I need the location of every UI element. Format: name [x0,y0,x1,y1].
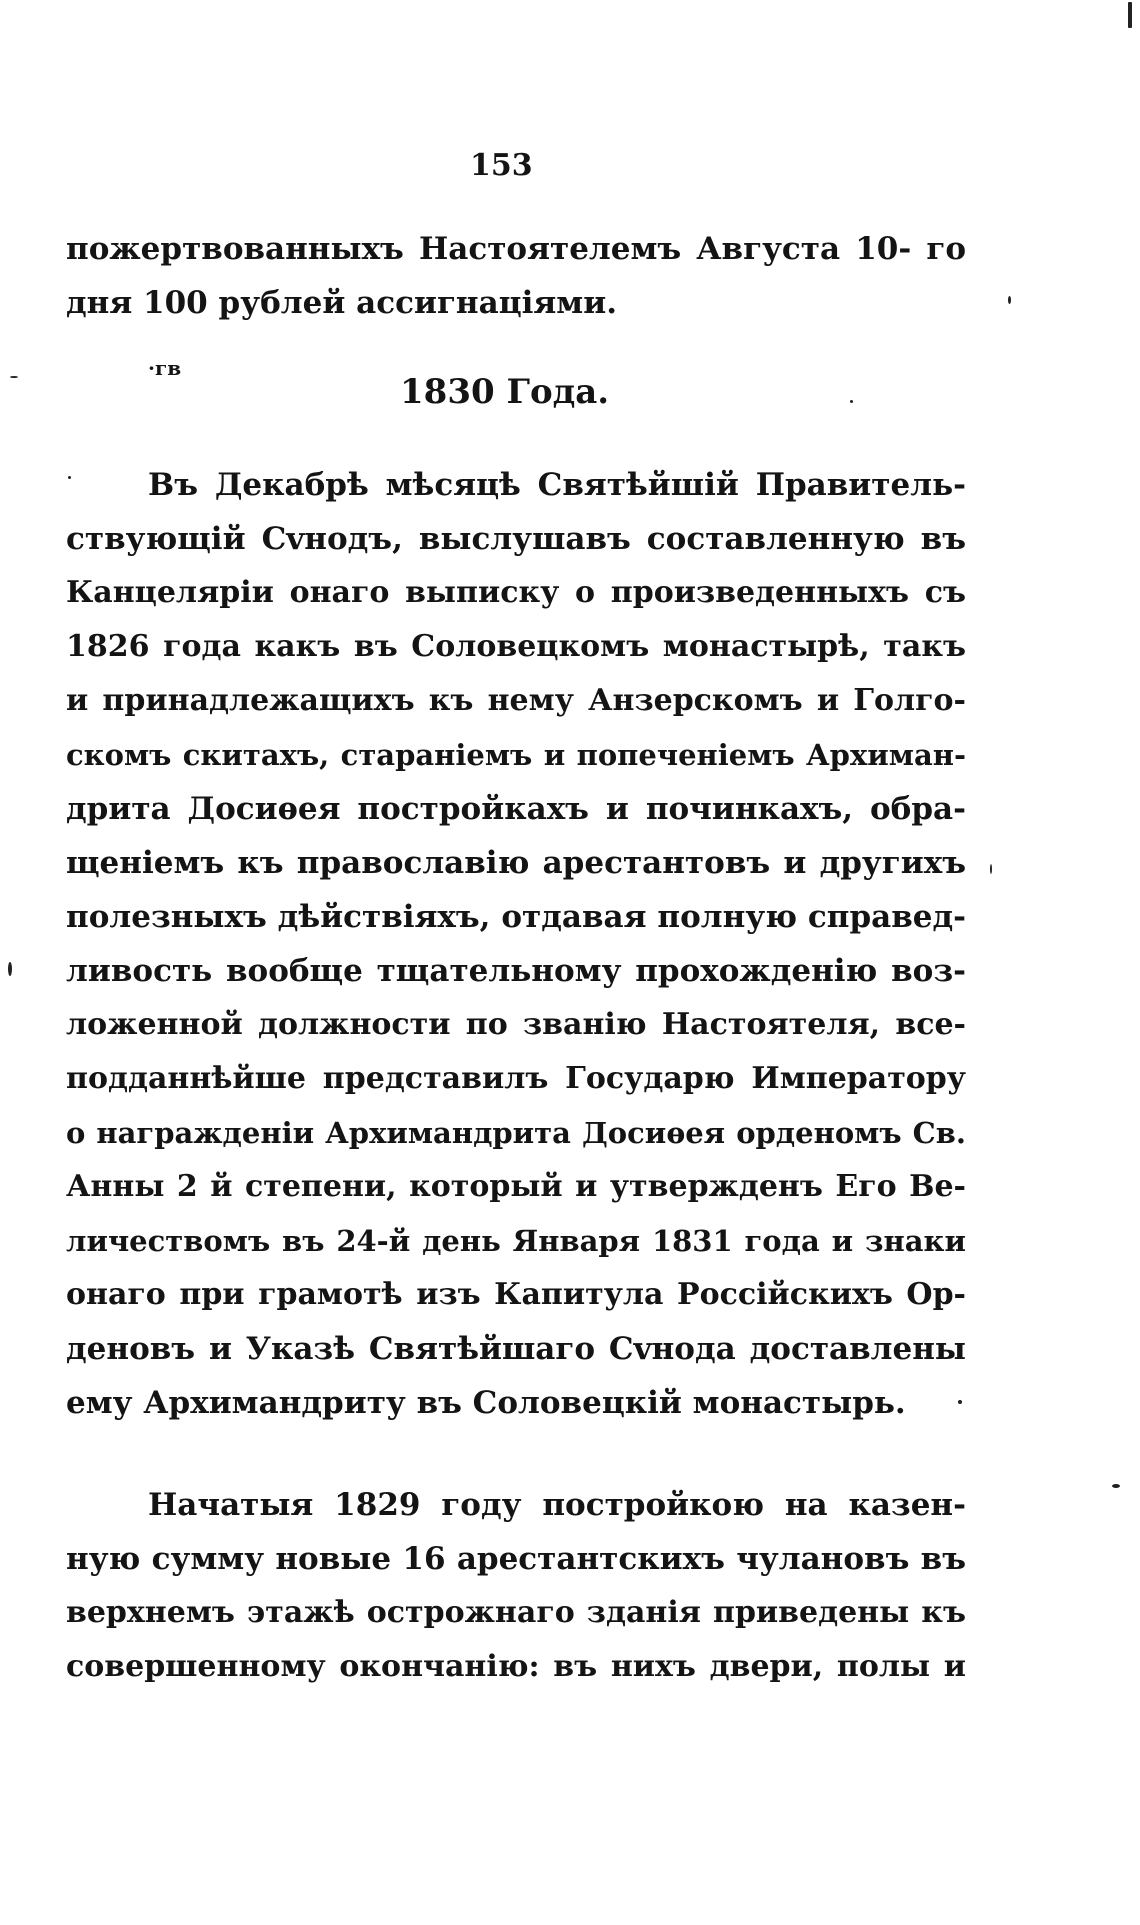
intro-paragraph [66,222,966,330]
paragraph-1 [66,458,966,1430]
text-line: ную сумму новые 16 арестантскихъ чулановъ въ [66,1541,966,1577]
scan-speck [958,1400,962,1404]
scan-speck [990,864,992,874]
scan-speck [1112,1484,1120,1488]
page-number: 153 [470,148,533,183]
text-line: щеніемъ къ православію арестантовъ и другихъ [66,845,966,881]
text-line: скомъ скитахъ, стараніемъ и попеченіемъ Архиман- [66,738,966,772]
text-line: ствующій Сvнодъ, выслушавъ составленную въ [66,521,966,557]
text-line: верхнемъ этажѣ острожнаго зданія приведены къ [66,1595,966,1630]
text-line: дрита Досиѳея постройкахъ и починкахъ, обра- [66,791,966,827]
scan-speck [8,962,12,976]
text-line: подданнѣйше представилъ Государю Императору [66,1061,966,1096]
scan-edge-mark [1128,2,1132,28]
scan-speck [1008,296,1011,304]
text-line: о награжденіи Архимандрита Досиѳея орденомъ Св. [66,1116,966,1150]
text-line: Анны 2 й степени, который и утвержденъ Его Ве- [66,1169,966,1204]
text-line: Начатыя 1829 году постройкою на казен- [148,1487,966,1523]
scan-speck [68,476,71,479]
text-line: личествомъ въ 24-й день Января 1831 года и знаки [66,1224,966,1258]
text-line: Въ Декабрѣ мѣсяцѣ Святѣйшій Правитель- [148,467,966,503]
text-line: пожертвованныхъ Настоятелемъ Августа 10- го [66,231,966,267]
text-line: совершенному окончанію: въ нихъ двери, полы и [66,1649,966,1684]
year-heading: 1830 Года. [400,372,610,412]
paragraph-2 [66,1478,966,1694]
scan-speck [10,376,18,378]
text-line: 1826 года какъ въ Соловецкомъ монастырѣ, такъ [66,629,966,664]
scan-speck [850,400,853,403]
text-line: и принадлежащихъ къ нему Анзерскомъ и Голго- [66,683,966,718]
text-line: полезныхъ дѣйствіяхъ, отдавая полную справед- [66,899,966,935]
text-line: онаго при грамотѣ изъ Капитула Россійскихъ Ор- [66,1277,966,1312]
text-line: деновъ и Указѣ Святѣйшаго Сvнода доставлены [66,1331,966,1367]
text-line: ложенной должности по званію Настоятеля, все- [66,1007,966,1042]
text-line: ливость вообще тщательному прохожденію воз- [66,953,966,989]
text-line: дня 100 рублей ассигнаціями. [66,285,618,321]
text-line: ему Архимандриту въ Соловецкій монастырь. [66,1385,906,1421]
text-line: Канцеляріи онаго выписку о произведенныхъ съ [66,575,966,610]
stray-print-mark: ·гв [148,356,182,380]
